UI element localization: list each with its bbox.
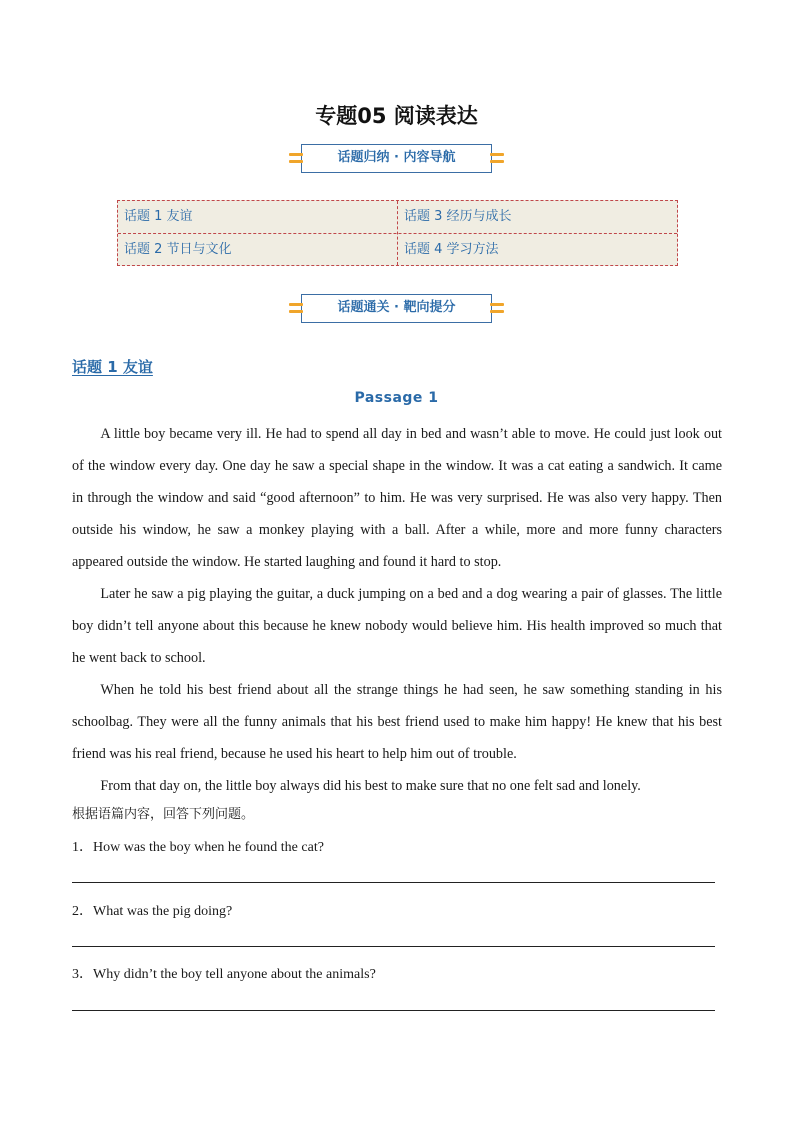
banner-decoration-icon	[490, 303, 504, 317]
paragraph: Later he saw a pig playing the guitar, a duck jumping on a bed and a dog wearing a pair of glasses. The little boy didn’t tell anyone about this because he knew nobody would believe him. His health improved so much that he went back to school.	[72, 586, 722, 666]
paragraph: A little boy became very ill. He had to spend all day in bed and wasn’t able to move. He could just look out of the window every day. One day he saw a special shape in the window. It was a cat eating a sandwich. It came in through the window and said “good afternoon” to him. He was very surprised. He was also very happy. Then outside his window, he saw a monkey playing with a ball. After a while, more and more funny characters appeared outside the window. He started laughing and found it hard to stop.	[72, 426, 722, 570]
section-banner-navigation	[301, 144, 492, 173]
passage-title: Passage 1	[354, 390, 439, 406]
passage-body	[72, 418, 722, 802]
topic-heading-link[interactable]: 话题 1 友谊	[72, 358, 153, 376]
question-2: 2．What was the pig doing?	[72, 904, 233, 919]
nav-item-topic-4[interactable]: 话题 4 学习方法	[404, 242, 499, 257]
banner-decoration-icon	[289, 303, 303, 317]
answer-line-1[interactable]	[72, 882, 715, 883]
banner-label: 话题通关 · 靶向提分	[337, 300, 456, 315]
section-banner-practice	[301, 294, 492, 323]
nav-item-topic-3[interactable]: 话题 3 经历与成长	[404, 209, 512, 224]
question-3: 3．Why didn’t the boy tell anyone about the animals?	[72, 967, 376, 982]
answer-line-3[interactable]	[72, 1010, 715, 1011]
topic-navigation-table	[117, 200, 678, 266]
paragraph: From that day on, the little boy always did his best to make sure that no one felt sad and lonely.	[100, 778, 641, 794]
banner-decoration-icon	[490, 153, 504, 167]
page-title: 专题05 阅读表达	[315, 104, 478, 128]
nav-item-topic-1[interactable]: 话题 1 友谊	[124, 209, 193, 224]
question-1: 1．How was the boy when he found the cat?	[72, 840, 324, 855]
paragraph: When he told his best friend about all the strange things he had seen, he saw something standing in his schoolbag. They were all the funny animals that his best friend used to make him happy! He knew that his best friend was his real friend, because he used his heart to help him out of trouble.	[72, 682, 722, 762]
banner-decoration-icon	[289, 153, 303, 167]
banner-label: 话题归纳 · 内容导航	[337, 150, 456, 165]
answer-line-2[interactable]	[72, 946, 715, 947]
instruction-text: 根据语篇内容，回答下列问题。	[72, 807, 255, 822]
nav-item-topic-2[interactable]: 话题 2 节日与文化	[124, 242, 232, 257]
